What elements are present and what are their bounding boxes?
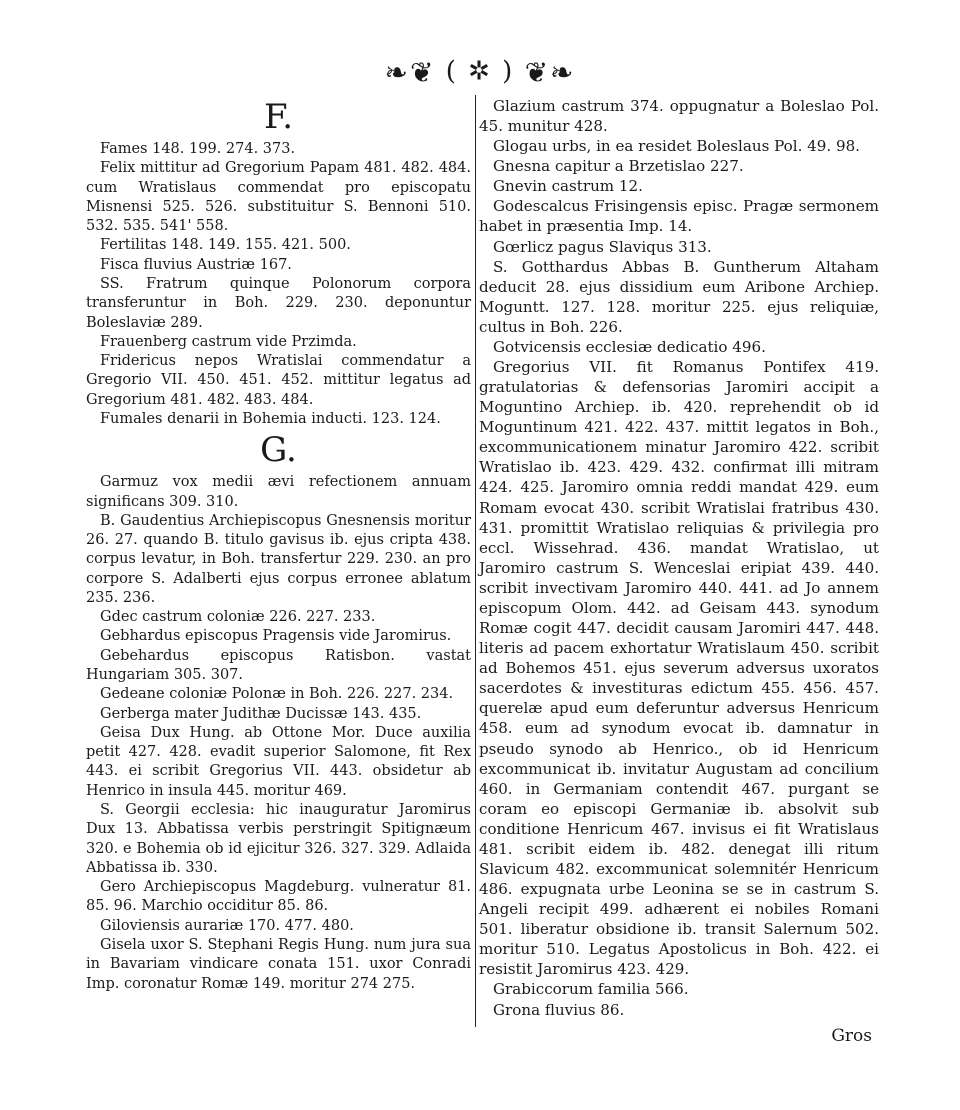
index-entry: Gregorius VII. fit Romanus Pontifex 419. gratulatorias & defensorias Jaromiri accipit a Moguntino Archiep. ib. 420. reprehendit ob id Moguntinum 421. 422. 437. mittit legatos in Boh., excommunicationem minatur Jaromiro 422. scribit Wratislao ib. 423. 429. 432. confirmat illi mitram 424. 425. Jaromiro omnia reddi mandat 429. eum Romam evocat 430. scribit Wratislai fratribus 430. 431. promittit Wratislao reliquias & privilegia pro eccl. Wissehrad. 436. mandat Wratislao, ut Jaromiro castrum S. Wenceslai eripiat 439. 440. scribit invectivam Jaromiro 440. 441. ad Jo annem episcopum Olom. 442. ad Geisam 443. synodum Romæ cogit 447. decidit causam Jaromiri 447. 448. literis ad pacem exhortatur Wratislaum 450. scribit ad Bohemos 451. ejus severum adversus uxoratos sacerdotes & investituras edictum 455. 456. 457. querelæ apud eum deferuntur adversus Henricum 458. eum ad synodum evocat ib. damnatur in pseudo synodo ab Henrico., ob id Henricum excommunicat ib. invitatur Augustam ad concilium 460. in Germaniam contendit 467. purgant se coram eo episcopi Germaniæ ib. absolvit sub conditione Henricum 467. invisus ei fit Wratislaus 481. scribit eidem ib. 482. denegat illi ritum Slavicum 482. excommunicat solemnitér Henricum 486. expugnata urbe Leonina se se in castrum S. Angeli recipit 499. adhærent ei nobiles Romani 501. liberatur obsidione ib. transit Salernum 502. moritur 510. Legatus Apostolicus in Boh. 422. ei resistit Jaromirus 423. 429.: [479, 358, 879, 979]
index-entry: SS. Fratrum quinque Polonorum corpora transferuntur in Boh. 229. 230. deponuntur Boleslaviæ 289.: [86, 275, 471, 331]
header-title: ( ✲ ): [445, 56, 515, 87]
index-entry: Grona fluvius 86.: [493, 1000, 625, 1019]
index-entry: Gero Archiepiscopus Magdeburg. vulneratur 81. 85. 96. Marchio occiditur 85. 86.: [86, 879, 471, 915]
index-entry: Gnesna capitur a Brzetislao 227.: [493, 157, 744, 176]
index-entry: S. Gotthardus Abbas B. Guntherum Altaham deducit 28. ejus dissidium eum Aribone Archiep. Moguntt. 127. 128. moritur 225. ejus reliquiæ, cultus in Boh. 226.: [479, 257, 879, 336]
page-header: [0, 56, 960, 89]
index-entry: Gerberga mater Judithæ Ducissæ 143. 435.: [100, 705, 422, 722]
column-divider: [475, 95, 476, 1027]
index-entry: Gotvicensis ecclesiæ dedicatio 496.: [493, 337, 766, 356]
ornament-right-icon: ❦❧: [524, 56, 576, 89]
right-column: [479, 96, 879, 1020]
index-entry: Gisela uxor S. Stephani Regis Hung. num jura sua in Bavariam vindicare conata 151. uxor Conradi Imp. coronatur Romæ 149. moritur 274 275.: [86, 936, 471, 992]
index-entry: Frauenberg castrum vide Przimda.: [100, 333, 357, 350]
index-entry: Gebehardus episcopus Ratisbon. vastat Hungariam 305. 307.: [86, 647, 471, 684]
left-column: [86, 96, 471, 994]
index-entry: Gebhardus episcopus Pragensis vide Jaromirus.: [100, 628, 452, 645]
index-entry: B. Gaudentius Archiepiscopus Gnesnensis moritur 26. 27. quando B. titulo gavisus ib. ejus cripta 438. corpus levatur, in Boh. transfertur 229. 230. an pro corpore S. Adalberti ejus corpus erronee ablatum 235. 236.: [86, 512, 471, 606]
index-entry: Grabiccorum familia 566.: [493, 980, 689, 999]
index-entry: Fridericus nepos Wratislai commendatur a Gregorio VII. 450. 451. 452. mittitur legatus ad Gregorium 481. 482. 483. 484.: [86, 353, 471, 408]
index-entry: Fumales denarii in Bohemia inducti. 123. 124.: [100, 410, 441, 427]
index-entry: Gedeane coloniæ Polonæ in Boh. 226. 227. 234.: [100, 686, 454, 703]
index-entry: Giloviensis aurariæ 170. 477. 480.: [100, 917, 354, 934]
catchword: Gros: [831, 1026, 872, 1046]
index-entry: Felix mittitur ad Gregorium Papam 481. 482. 484. cum Wratislaus commendat pro episcopatu Misnensi 525. 526. substituitur S. Bennoni 510. 532. 535. 541' 558.: [86, 160, 471, 235]
index-entry: Fames 148. 199. 274. 373.: [100, 141, 296, 157]
index-entry: Gdec castrum coloniæ 226. 227. 233.: [100, 609, 376, 626]
section-letter-g: G.: [260, 430, 297, 471]
ornament-left-icon: ❧❦: [384, 56, 436, 89]
index-entry: Gnevin castrum 12.: [493, 177, 643, 196]
index-entry: Gœrlicz pagus Slaviqus 313.: [493, 237, 712, 256]
index-entry: Glazium castrum 374. oppugnatur a Boleslao Pol. 45. munitur 428.: [479, 97, 879, 136]
index-entry: Godescalcus Frisingensis episc. Pragæ sermonem habet in præsentia Imp. 14.: [479, 197, 879, 236]
index-entry: Fisca fluvius Austriæ 167.: [100, 256, 292, 273]
index-entry: Geisa Dux Hung. ab Ottone Mor. Duce auxilia petit 427. 428. evadit superior Salomone, fit Rex 443. ei scribit Gregorius VII. 443. obsidetur ab Henrico in insula 445. moritur 469.: [86, 724, 471, 799]
index-entry: Garmuz vox medii ævi refectionem annuam significans 309. 310.: [86, 474, 471, 510]
index-entry: S. Georgii ecclesia: hic inauguratur Jaromirus Dux 13. Abbatissa verbis perstringit Spitignæum 320. e Bohemia ob id ejicitur 326. 327. 329. Adlaida Abbatissa ib. 330.: [86, 802, 471, 876]
index-entry: Fertilitas 148. 149. 155. 421. 500.: [100, 237, 351, 254]
section-letter-f: F.: [263, 97, 294, 137]
index-entry: Glogau urbs, in ea residet Boleslaus Pol. 49. 98.: [493, 137, 860, 156]
